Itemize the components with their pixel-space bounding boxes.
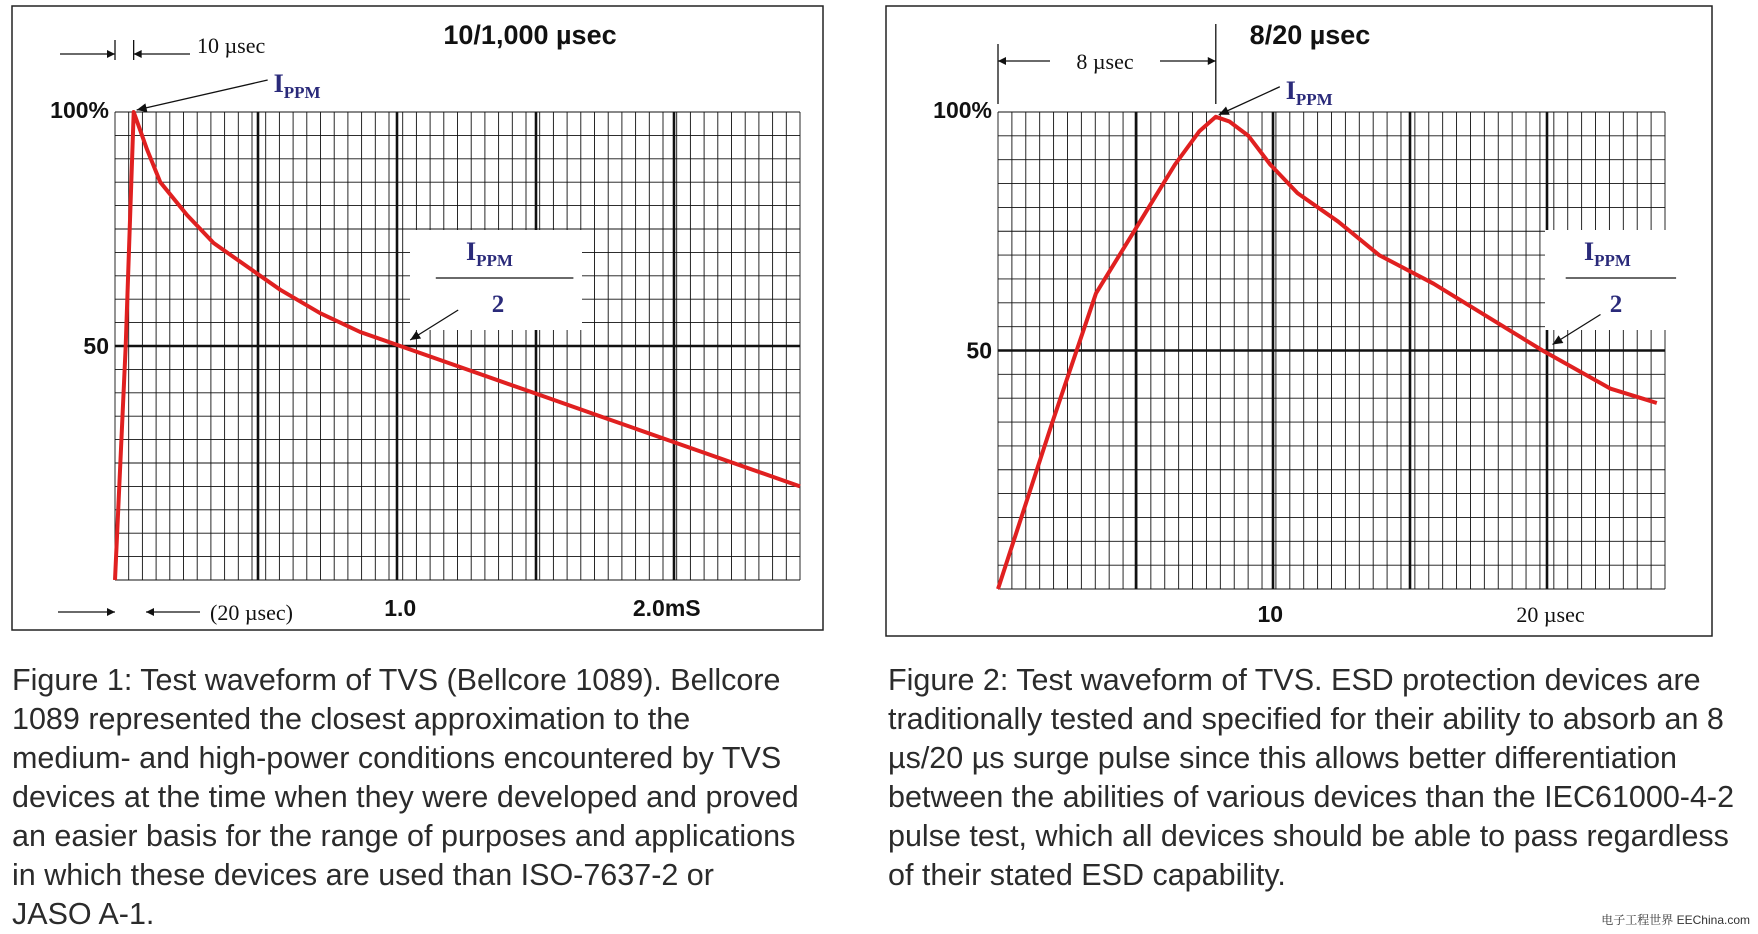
x-tick-label: 10: [1257, 601, 1284, 627]
figure2-caption: Figure 2: Test waveform of TVS. ESD protection devices are traditionally tested and specified for their ability to absorb an 8 µs/20 µs surge pulse since this allows better differentiation between the abilities of various devices than the IEC61000-4-2 pulse test, which all devices should be able to pass regardless of their stated ESD capability.: [888, 663, 1735, 892]
half-ppm-denominator: 2: [1609, 291, 1623, 318]
ppm-label-text: $I_{PPM}$: [466, 237, 513, 270]
half-ppm-denominator: 2: [491, 291, 505, 318]
chart-title: 10/1,000 µsec: [443, 20, 617, 50]
figure1-caption: Figure 1: Test waveform of TVS (Bellcore 1089). Bellcore 1089 represented the closest approximation to the medium- and high-power conditions encountered by TVS devices at the time when they were developed and proved an easier basis for the range of purposes and applications in which these devices are used than ISO-7637-2 or JASO A-1.: [12, 663, 799, 931]
chart-title: 8/20 µsec: [1249, 20, 1371, 50]
chart-1: [12, 6, 823, 630]
dimension-label: 8 µsec: [1076, 49, 1134, 74]
chart-grid: [998, 112, 1665, 589]
half-ppm-box: [1545, 230, 1683, 330]
x-tick-label: 20 µsec: [1516, 602, 1585, 627]
chart-grid: [115, 112, 800, 580]
dimension-label: 10 µsec: [197, 33, 266, 58]
y-tick-label: 100%: [50, 97, 109, 123]
ppm-label-text: $I_{PPM}$: [1584, 237, 1631, 270]
y-tick-label: 50: [83, 333, 109, 359]
dimension-label: (20 µsec): [210, 600, 293, 625]
x-tick-label: 1.0: [384, 595, 417, 621]
ppm-label-text: $I_{PPM}$: [273, 69, 321, 102]
y-tick-label: 50: [966, 337, 992, 364]
ppm-label-text: $I_{PPM}$: [1285, 75, 1333, 109]
y-tick-label: 100%: [933, 97, 992, 123]
chart-2: [886, 6, 1712, 636]
watermark: 电子工程世界 EEChina.com: [1601, 913, 1750, 927]
half-ppm-box: [410, 230, 582, 330]
x-tick-label: 2.0mS: [632, 595, 701, 621]
